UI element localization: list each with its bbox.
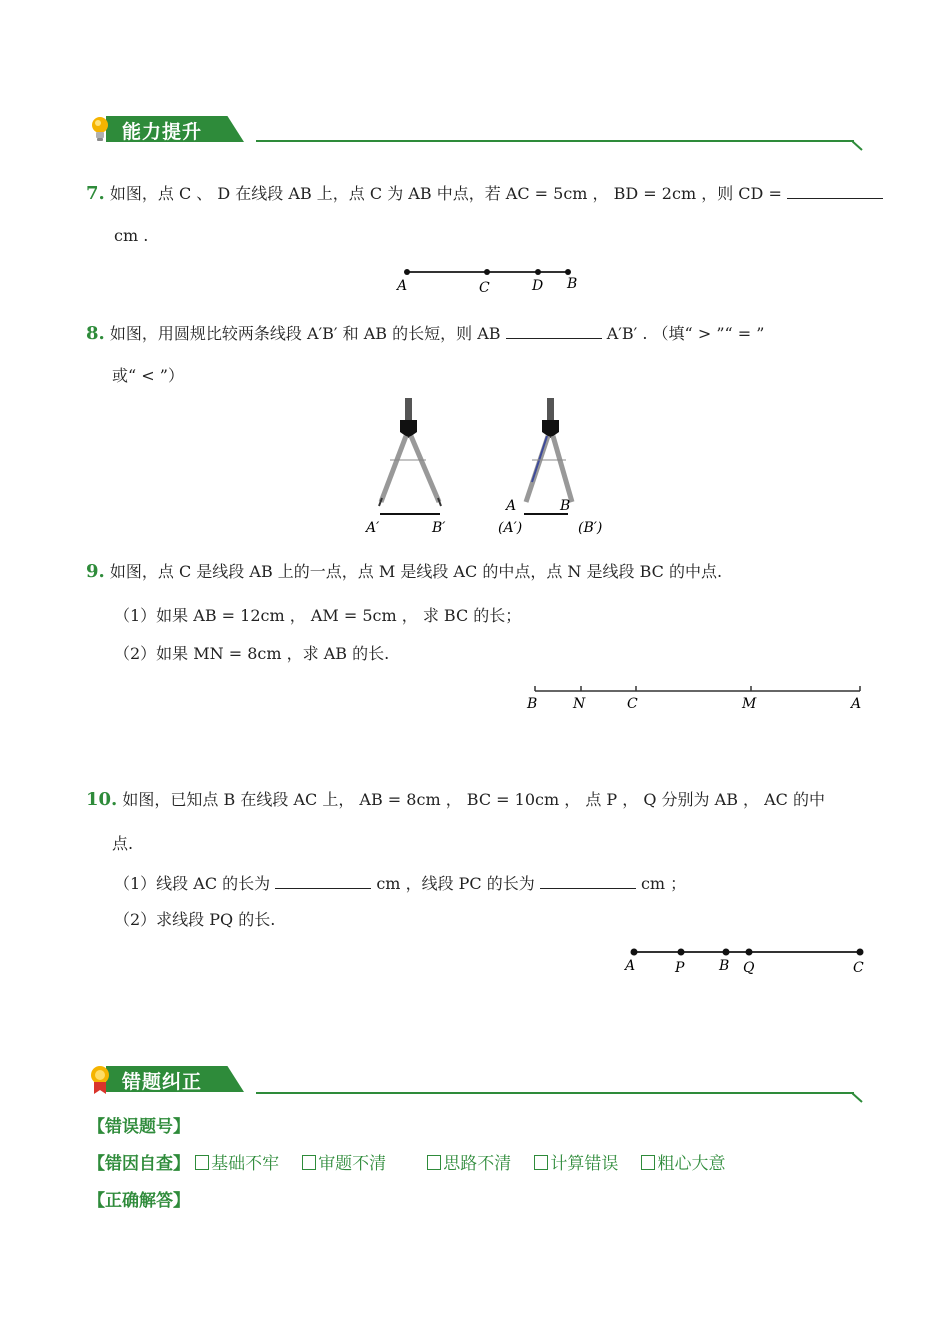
point-label: A xyxy=(506,498,517,514)
point-label: A′ xyxy=(366,520,380,536)
question-text: 如图，点 C 、 D 在线段 AB 上，点 C 为 AB 中点，若 AC = 5cm ， BD = 2cm ，则 CD = xyxy=(109,184,782,203)
rule-end-mark xyxy=(852,140,864,152)
cause-option[interactable]: 思路不清 xyxy=(427,1154,511,1174)
point-label: B xyxy=(719,958,730,974)
section-title: 错题纠正 xyxy=(122,1071,203,1093)
checkbox[interactable] xyxy=(534,1155,548,1170)
error-cause-row xyxy=(88,1154,725,1174)
point-label: (B′) xyxy=(578,520,603,536)
answer-blank[interactable] xyxy=(540,872,636,889)
point-label: Q xyxy=(743,960,755,976)
question-7-line2: cm . xyxy=(114,226,149,245)
point-label: A xyxy=(851,696,862,712)
q10-segment-figure xyxy=(620,942,870,978)
compass-right xyxy=(498,398,602,536)
cause-option[interactable]: 基础不牢 xyxy=(195,1154,279,1174)
question-10-part1 xyxy=(114,872,686,894)
point-label: N xyxy=(573,696,586,712)
checkbox[interactable] xyxy=(302,1155,316,1170)
point-label: M xyxy=(742,696,757,712)
answer-blank[interactable] xyxy=(275,872,371,889)
cause-option[interactable]: 粗心大意 xyxy=(641,1154,725,1174)
lightbulb-icon xyxy=(88,114,118,144)
section-rule xyxy=(256,1092,854,1094)
point-label: C xyxy=(853,960,864,976)
question-number: 9. xyxy=(86,561,105,582)
cause-option[interactable]: 计算错误 xyxy=(534,1154,618,1174)
compass-figure xyxy=(360,398,620,543)
question-10-part2: （2）求线段 PQ 的长. xyxy=(114,910,276,929)
point-label: B xyxy=(567,276,578,292)
answer-blank[interactable] xyxy=(506,322,602,339)
q7-segment-figure xyxy=(390,262,590,298)
rule-end-mark xyxy=(852,1092,864,1104)
point-label: (A′) xyxy=(498,520,523,536)
answer-blank[interactable] xyxy=(787,182,883,199)
section-rule xyxy=(256,140,854,142)
question-8-line2: 或“ < ”） xyxy=(112,366,184,385)
point-label: D xyxy=(532,278,544,294)
question-text: （1）线段 AC 的长为 xyxy=(114,874,271,893)
correct-answer-label: 【正确解答】 xyxy=(88,1191,190,1211)
question-text: cm ，线段 PC 的长为 xyxy=(376,874,535,893)
checkbox[interactable] xyxy=(641,1155,655,1170)
point-label: P xyxy=(675,960,685,976)
question-9-part2: （2）如果 MN = 8cm ，求 AB 的长. xyxy=(114,644,390,663)
cause-option[interactable]: 审题不清 xyxy=(302,1154,386,1174)
question-9-part1: （1）如果 AB = 12cm ， AM = 5cm ， 求 BC 的长； xyxy=(114,606,522,625)
wrong-question-number-label: 【错误题号】 xyxy=(88,1117,190,1137)
compass-left xyxy=(364,398,446,536)
section-header-ability xyxy=(88,114,248,144)
question-7-text xyxy=(86,182,883,204)
point-label: B′ xyxy=(432,520,446,536)
section-header-errors xyxy=(88,1064,248,1094)
question-10-line2: 点. xyxy=(112,834,134,853)
checkbox[interactable] xyxy=(195,1155,209,1170)
question-number: 10. xyxy=(86,789,118,810)
question-10-text xyxy=(86,790,825,810)
question-8-text xyxy=(86,322,764,344)
point-label: A xyxy=(397,278,408,294)
question-text: 如图，点 C 是线段 AB 上的一点，点 M 是线段 AC 的中点，点 N 是线段 BC 的中点. xyxy=(109,562,723,581)
point-label: B xyxy=(527,696,538,712)
point-label: C xyxy=(627,696,638,712)
q9-segment-figure xyxy=(520,682,870,716)
point-label: B xyxy=(560,498,571,514)
question-number: 7. xyxy=(86,183,105,204)
point-label: C xyxy=(479,280,490,296)
question-text: 如图，已知点 B 在线段 AC 上， AB = 8cm ， BC = 10cm ， 点 P ， Q 分别为 AB ， AC 的中 xyxy=(122,790,826,809)
point-label: A xyxy=(625,958,636,974)
question-text: A′B′ . （填“ > ”“ = ” xyxy=(606,324,765,343)
question-text: 如图，用圆规比较两条线段 A′B′ 和 AB 的长短，则 AB xyxy=(109,324,501,343)
award-medal-icon xyxy=(88,1064,118,1096)
checkbox[interactable] xyxy=(427,1155,441,1170)
error-cause-label: 【错因自查】 xyxy=(88,1154,190,1174)
question-text: cm ； xyxy=(640,874,687,893)
question-number: 8. xyxy=(86,323,105,344)
question-9-text xyxy=(86,562,722,582)
section-title: 能力提升 xyxy=(122,121,203,143)
